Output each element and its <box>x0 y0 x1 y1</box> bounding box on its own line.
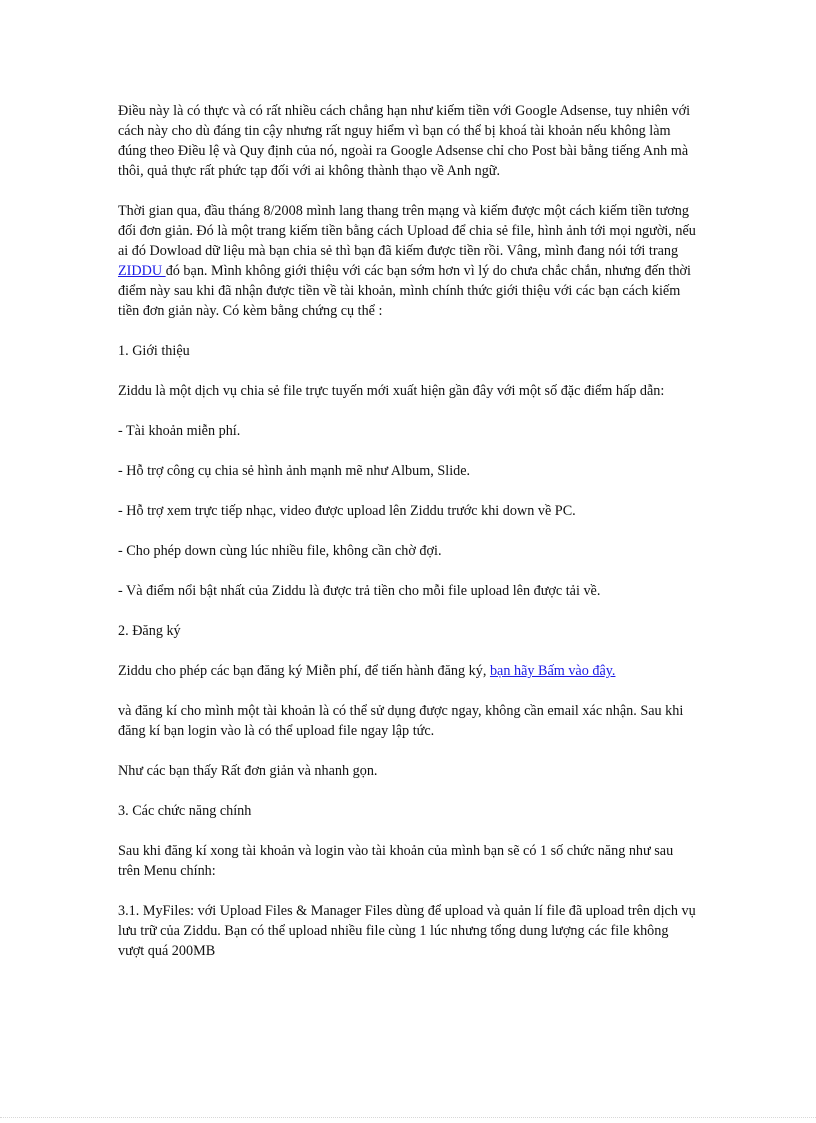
paragraph-myfiles: 3.1. MyFiles: với Upload Files & Manager Files dùng để upload và quản lí file đã upload trên dịch vụ lưu trữ của Ziddu. Bạn có thể upload nhiều file cùng 1 lúc nhưng tổng dung lượng các file không vượt quá 200MB <box>118 903 696 959</box>
heading-introduction: 1. Giới thiệu <box>118 343 190 359</box>
page-bottom-divider <box>0 1117 816 1118</box>
paragraph-text: Ziddu cho phép các bạn đăng ký Miễn phí, để tiến hành đăng ký, <box>118 663 490 679</box>
heading-main-functions: 3. Các chức năng chính <box>118 803 252 819</box>
feature-item-multi-download: - Cho phép down cùng lúc nhiều file, không cần chờ đợi. <box>118 543 442 559</box>
paragraph-text: Thời gian qua, đầu tháng 8/2008 mình lang thang trên mạng và kiếm được một cách kiếm tiền tương đối đơn giản. Đó là một trang kiếm tiền bằng cách Upload để chia sẻ file, hình ảnh tới mọi người, nếu ai đó Dowload dữ liệu mà bạn chia sẻ thì bạn đã kiếm được tiền rồi. Vâng, mình đang nói tới trang <box>118 203 696 259</box>
feature-item-media-preview: - Hỗ trợ xem trực tiếp nhạc, video được upload lên Ziddu trước khi down về PC. <box>118 503 576 519</box>
heading-registration: 2. Đăng ký <box>118 623 181 639</box>
ziddu-link[interactable]: ZIDDU <box>118 263 166 279</box>
document-body <box>118 101 698 961</box>
paragraph-functions-intro: Sau khi đăng kí xong tài khoản và login vào tài khoản của mình bạn sẽ có 1 số chức năng như sau trên Menu chính: <box>118 843 674 879</box>
feature-item-image-sharing: - Hỗ trợ công cụ chia sẻ hình ảnh mạnh mẽ như Album, Slide. <box>118 463 471 479</box>
register-link[interactable]: bạn hãy Bấm vào đây. <box>489 663 616 679</box>
paragraph-registration <box>118 661 698 681</box>
feature-item-free-account: - Tài khoản miễn phí. <box>118 423 241 439</box>
paragraph-intro-adsense: Điều này là có thực và có rất nhiều cách chẳng hạn như kiếm tiền với Google Adsense, tuy nhiên với cách này cho dù đáng tin cậy nhưng rất nguy hiểm vì bạn có thể bị khoá tài khoản nếu không làm đúng theo Điều lệ và Quy định của nó, ngoài ra Google Adsense chỉ cho Post bài bằng tiếng Anh mà thôi, quả thực rất phức tạp đối với ai không thành thạo về Anh ngữ. <box>118 103 691 179</box>
paragraph-text: đó bạn. Mình không giới thiệu với các bạn sớm hơn vì lý do chưa chắc chắn, nhưng đến thời điểm này sau khi đã nhận được tiền về tài khoản, mình chính thức giới thiệu với các bạn cách kiếm tiền đơn giản này. Có kèm bằng chứng cụ thể : <box>118 263 691 319</box>
paragraph-registration-simple: Như các bạn thấy Rất đơn giản và nhanh gọn. <box>118 763 378 779</box>
feature-item-paid-downloads: - Và điểm nổi bật nhất của Ziddu là được trả tiền cho mỗi file upload lên được tải về. <box>118 583 601 599</box>
paragraph-registration-details: và đăng kí cho mình một tài khoản là có thể sử dụng được ngay, không cần email xác nhận. Sau khi đăng kí bạn login vào là có thể upload file ngay lập tức. <box>118 703 684 739</box>
paragraph-ziddu-discovery <box>118 201 698 321</box>
paragraph-ziddu-description: Ziddu là một dịch vụ chia sẻ file trực tuyến mới xuất hiện gần đây với một số đặc điểm hấp dẫn: <box>118 383 665 399</box>
